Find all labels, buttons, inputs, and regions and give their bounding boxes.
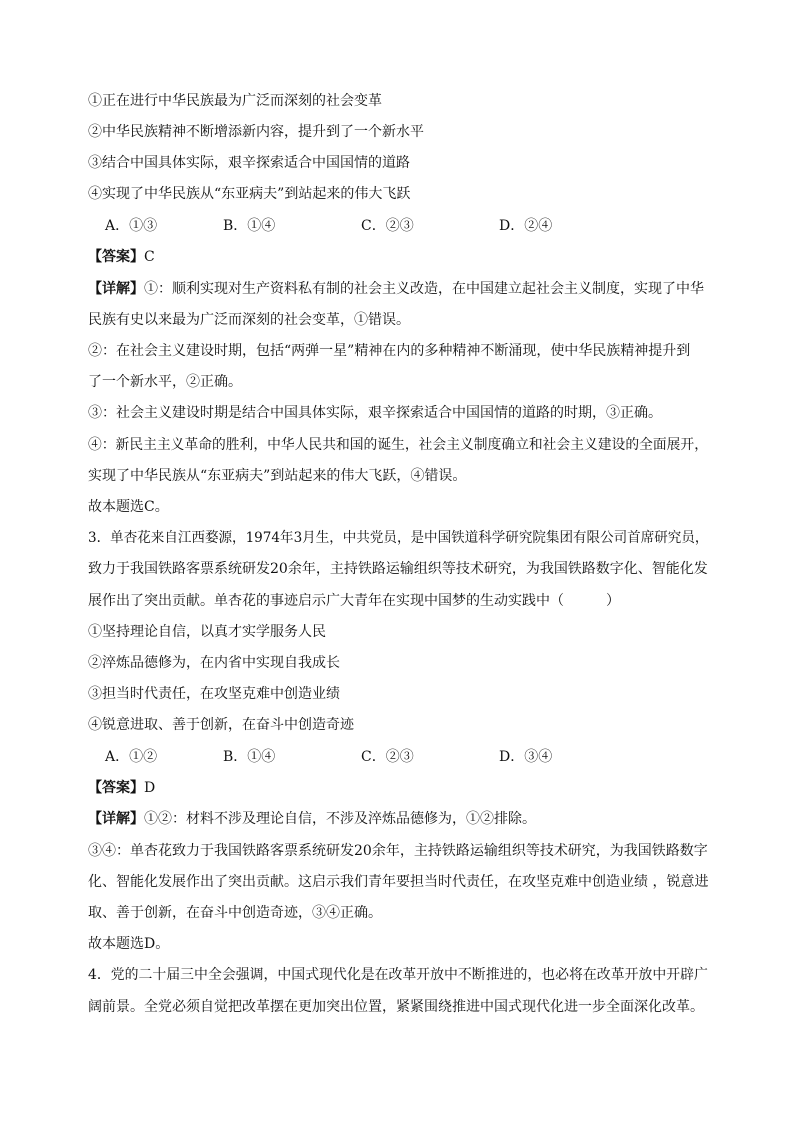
q2-answer [88,248,155,266]
q3-conclusion: 故本题选D。 [88,936,170,952]
q2-detail-label: 【详解】 [88,281,144,297]
q3-option-b: B．①④ [223,749,276,765]
q3-option-c: C．②③ [361,749,414,765]
q3-answer-value: D [144,780,156,796]
q3-stem-line-1: 3．单杏花来自江西婺源，1974年3月生，中共党员，是中国铁道科学研究院集团有限公司首席研究员， [88,530,709,546]
q2-option-b: B．①④ [223,218,276,234]
q4-stem-line-1: 4．党的二十届三中全会强调，中国式现代化是在改革开放中不断推进的，也必将在改革开放中开辟广 [88,967,708,983]
q2-answer-value: C [144,249,155,265]
q3-stem-line-2: 致力于我国铁路客票系统研发20余年，主持铁路运输组织等技术研究，为我国铁路数字化、智能化发 [88,561,708,577]
q3-answer-label: 【答案】 [88,780,144,796]
q2-choice-3: ③结合中国具体实际，艰辛探索适合中国国情的道路 [88,155,410,171]
q2-detail-line-7: 实现了中华民族从“东亚病夫”到站起来的伟大飞跃，④错误。 [88,468,467,484]
q2-answer-label: 【答案】 [88,249,144,265]
q2-option-c: C．②③ [361,218,414,234]
q2-conclusion: 故本题选C。 [88,499,169,515]
q3-option-d: D．③④ [499,749,553,765]
q2-detail-line-3: ②：在社会主义建设时期，包括“两弹一星”精神在内的多种精神不断涌现，使中华民族精神提升到 [88,343,691,359]
q3-option-a: A．①② [105,749,158,765]
q3-detail-line-4: 取、善于创新，在奋斗中创造奇迹，③④正确。 [88,905,382,921]
q3-choice-4: ④锐意进取、善于创新，在奋斗中创造奇迹 [88,717,354,733]
q2-detail-line-1 [88,280,704,298]
q2-option-d: D．②④ [499,218,553,234]
q2-detail-text-1: ①：顺利实现对生产资料私有制的社会主义改造，在中国建立起社会主义制度，实现了中华 [144,281,704,297]
q3-detail-label: 【详解】 [88,811,144,827]
q4-stem-line-2: 阔前景。全党必须自觉把改革摆在更加突出位置，紧紧围绕推进中国式现代化进一步全面深化改革。 [88,999,704,1015]
q3-stem-line-3: 展作出了突出贡献。单杏花的事迹启示广大青年在实现中国梦的生动实践中（ ） [88,593,620,609]
q3-choice-1: ①坚持理论自信，以真才实学服务人民 [88,624,326,640]
q2-choice-4: ④实现了中华民族从“东亚病夫”到站起来的伟大飞跃 [88,186,411,202]
q3-answer [88,779,155,797]
q3-detail-line-3: 化、智能化发展作出了突出贡献。这启示我们青年要担当时代责任，在攻坚克难中创造业绩 ，锐意进 [88,874,709,890]
q2-choice-1: ①正在进行中华民族最为广泛而深刻的社会变革 [88,93,382,109]
q3-detail-line-1 [88,810,536,828]
q2-detail-line-5: ③：社会主义建设时期是结合中国具体实际，艰辛探索适合中国国情的道路的时期，③正确。 [88,405,662,421]
q2-choice-2: ②中华民族精神不断增添新内容，提升到了一个新水平 [88,124,424,140]
q2-detail-line-6: ④：新民主主义革命的胜利，中华人民共和国的诞生，社会主义制度确立和社会主义建设的全面展开， [88,437,708,453]
q2-option-a: A．①③ [105,218,158,234]
q3-choice-2: ②淬炼品德修为，在内省中实现自我成长 [88,655,340,671]
q2-detail-line-2: 民族有史以来最为广泛而深刻的社会变革，①错误。 [88,312,410,328]
q3-choice-3: ③担当时代责任，在攻坚克难中创造业绩 [88,686,340,702]
q2-detail-line-4: 了一个新水平，②正确。 [88,374,242,390]
q3-detail-line-2: ③④：单杏花致力于我国铁路客票系统研发20余年，主持铁路运输组织等技术研究，为我国铁路数字 [88,843,708,859]
q3-detail-text-1: ①②：材料不涉及理论自信，不涉及淬炼品德修为，①②排除。 [144,811,536,827]
